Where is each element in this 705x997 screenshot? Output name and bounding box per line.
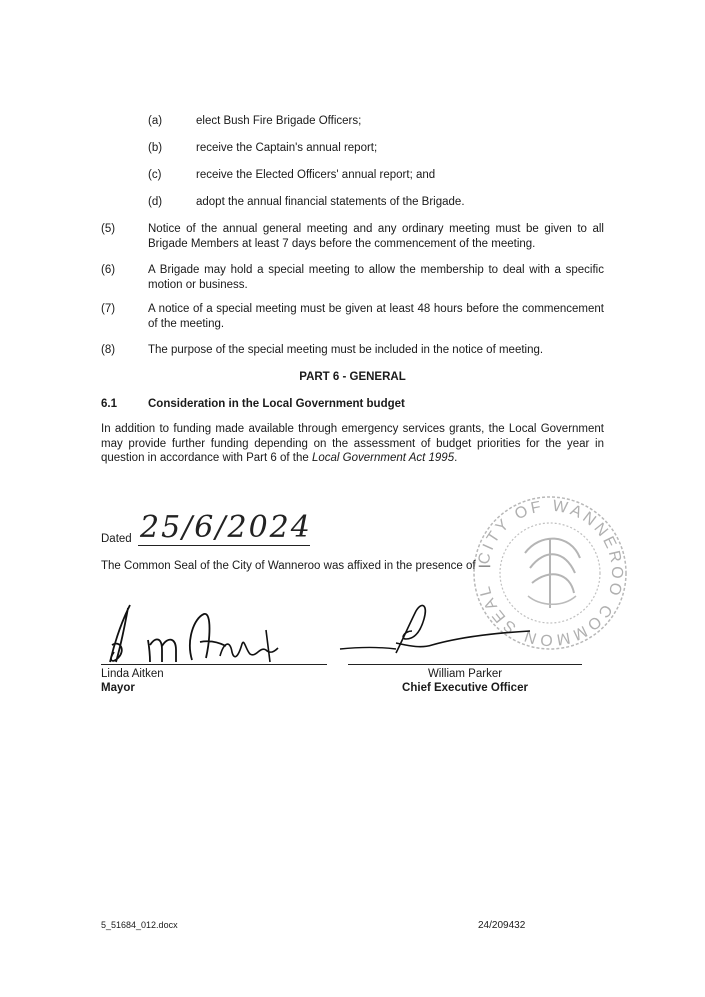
- sub-item-text: receive the Elected Officers' annual report; and: [196, 169, 436, 181]
- section-body: [101, 422, 604, 466]
- act-name: Local Government Act 1995: [311, 452, 455, 464]
- dated-label: Dated: [101, 533, 132, 545]
- footer-file-name: 5_51684_012.docx: [101, 920, 178, 930]
- sub-item-label: (c): [148, 169, 162, 181]
- mayor-signature-line: [101, 664, 327, 665]
- section-number: 6.1: [101, 398, 117, 410]
- section-body-suffix: .: [454, 452, 458, 464]
- sub-item-label: (d): [148, 196, 163, 208]
- section-body-prefix: In addition to funding made available through emergency services grants, the Local Government may provide further funding depending on the assessment of budget priorities for the year in question in accordance with Part 6 of the: [101, 423, 604, 464]
- sub-item-text: elect Bush Fire Brigade Officers;: [196, 115, 362, 127]
- sub-item-label: (a): [148, 115, 163, 127]
- ceo-signature: [330, 595, 560, 665]
- sub-item-text: receive the Captain's annual report;: [196, 142, 378, 154]
- clause-label: (5): [101, 223, 116, 235]
- section-title: Consideration in the Local Government budget: [148, 398, 405, 410]
- seal-statement: The Common Seal of the City of Wanneroo was affixed in the presence of —: [101, 560, 491, 572]
- footer-doc-number: 24/209432: [478, 920, 526, 931]
- clause-label: (6): [101, 264, 116, 276]
- clause-text: Notice of the annual general meeting and any ordinary meeting must be given to all Brigade Members at least 7 days before the commencement of the meeting.: [148, 223, 604, 250]
- part-heading: PART 6 - GENERAL: [299, 371, 406, 383]
- ceo-role: Chief Executive Officer: [402, 682, 528, 694]
- clause-text: A notice of a special meeting must be given at least 48 hours before the commencement of the meeting.: [148, 303, 604, 330]
- ceo-name: William Parker: [427, 668, 503, 680]
- dated-line: [138, 545, 310, 546]
- mayor-signature: [100, 600, 330, 670]
- mayor-name: Linda Aitken: [101, 668, 164, 680]
- clause-text: A Brigade may hold a special meeting to allow the membership to deal with a specific motion or business.: [148, 264, 604, 291]
- sub-item-label: (b): [148, 142, 163, 154]
- ceo-signature-line: [348, 664, 582, 665]
- clause-label: (8): [101, 344, 116, 356]
- dated-handwritten-value: 25/6/2024: [140, 510, 312, 545]
- mayor-role: Mayor: [101, 682, 135, 694]
- svg-text:CITY OF WANNEROO COMMON SEAL: CITY OF WANNEROO COMMON SEAL: [475, 497, 626, 649]
- sub-item-text: adopt the annual financial statements of the Brigade.: [196, 196, 465, 208]
- clause-text: The purpose of the special meeting must be included in the notice of meeting.: [148, 344, 544, 356]
- clause-label: (7): [101, 303, 116, 315]
